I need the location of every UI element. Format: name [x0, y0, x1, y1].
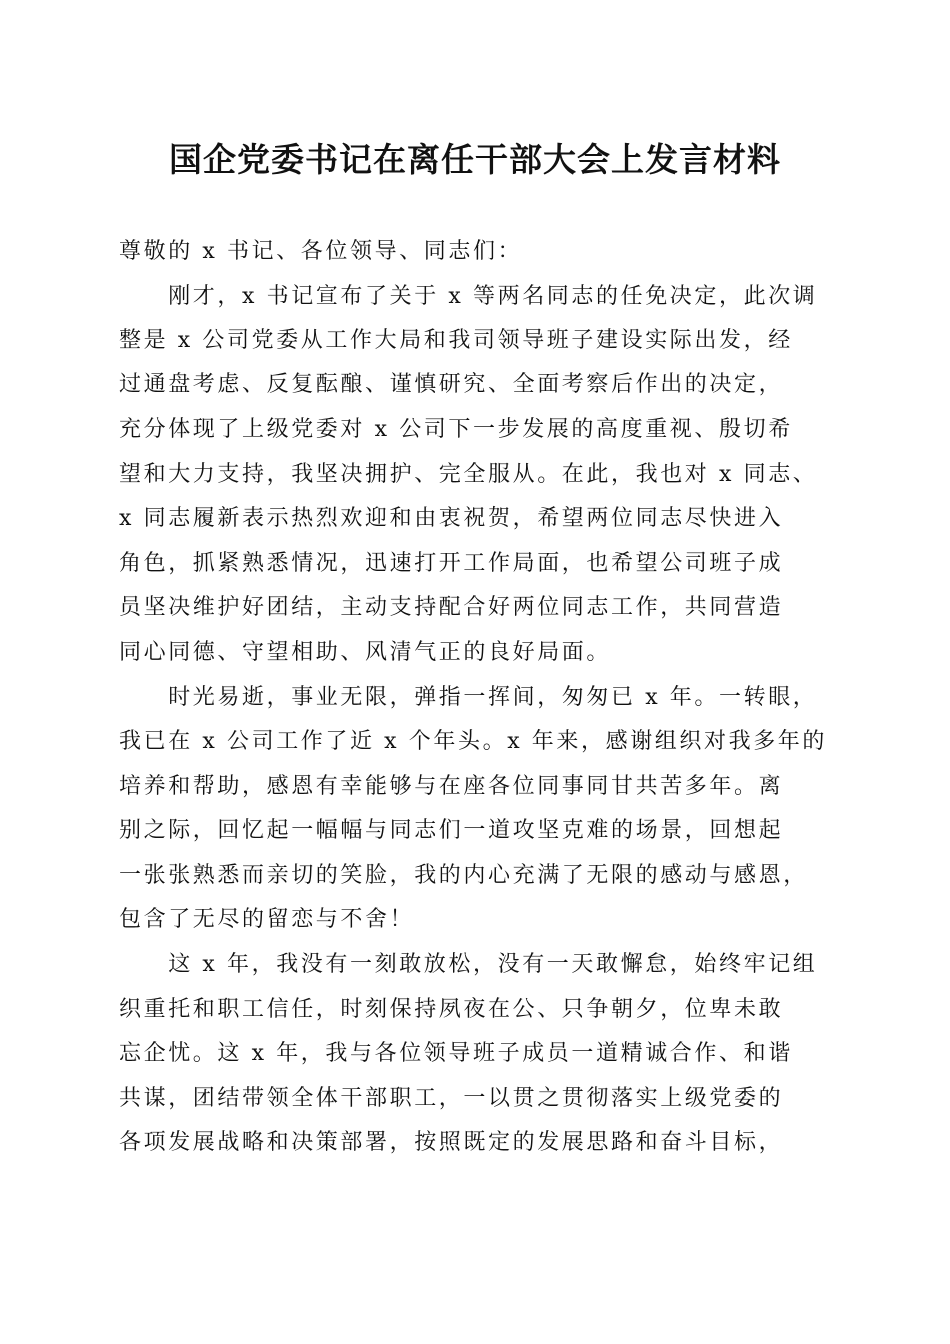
- body-line: 望和大力支持，我坚决拥护、完全服从。在此，我也对 x 同志、: [119, 462, 818, 487]
- body-line: x 同志履新表示热烈欢迎和由衷祝贺，希望两位同志尽快进入: [119, 506, 784, 531]
- document-title: 国企党委书记在离任干部大会上发言材料: [169, 140, 781, 179]
- body-line: 共谋，团结带领全体干部职工，一以贯之贯彻落实上级党委的: [119, 1086, 784, 1111]
- body-line: 员坚决维护好团结，主动支持配合好两位同志工作，共同营造: [119, 595, 784, 620]
- body-line: 角色，抓紧熟悉情况，迅速打开工作局面，也希望公司班子成: [119, 551, 784, 576]
- body-line: 时光易逝，事业无限，弹指一挥间，匆匆已 x 年。一转眼，: [119, 685, 818, 710]
- body-line: 刚才，x 书记宣布了关于 x 等两名同志的任免决定，此次调: [119, 284, 818, 309]
- body-line: 培养和帮助，感恩有幸能够与在座各位同事同甘共苦多年。离: [119, 774, 784, 799]
- body-line: 别之际，回忆起一幅幅与同志们一道攻坚克难的场景，回想起: [119, 818, 784, 843]
- body-line: 尊敬的 x 书记、各位领导、同志们：: [119, 239, 523, 264]
- body-line: 我已在 x 公司工作了近 x 个年头。x 年来，感谢组织对我多年的: [119, 729, 827, 754]
- body-line: 一张张熟悉而亲切的笑脸，我的内心充满了无限的感动与感恩，: [119, 863, 808, 888]
- body-line: 包含了无尽的留恋与不舍！: [119, 907, 415, 932]
- body-line: 这 x 年，我没有一刻敢放松，没有一天敢懈怠，始终牢记组: [119, 952, 818, 977]
- body-line: 同心同德、守望相助、风清气正的良好局面。: [119, 640, 612, 665]
- body-line: 过通盘考虑、反复酝酿、谨慎研究、全面考察后作出的决定，: [119, 372, 784, 397]
- body-line: 整是 x 公司党委从工作大局和我司领导班子建设实际出发，经: [119, 328, 793, 353]
- body-line: 各项发展战略和决策部署，按照既定的发展思路和奋斗目标，: [119, 1130, 784, 1155]
- body-line: 充分体现了上级党委对 x 公司下一步发展的高度重视、殷切希: [119, 417, 793, 442]
- body-line: 织重托和职工信任，时刻保持夙夜在公、只争朝夕，位卑未敢: [119, 997, 784, 1022]
- body-line: 忘企忧。这 x 年，我与各位领导班子成员一道精诚合作、和谐: [119, 1041, 793, 1066]
